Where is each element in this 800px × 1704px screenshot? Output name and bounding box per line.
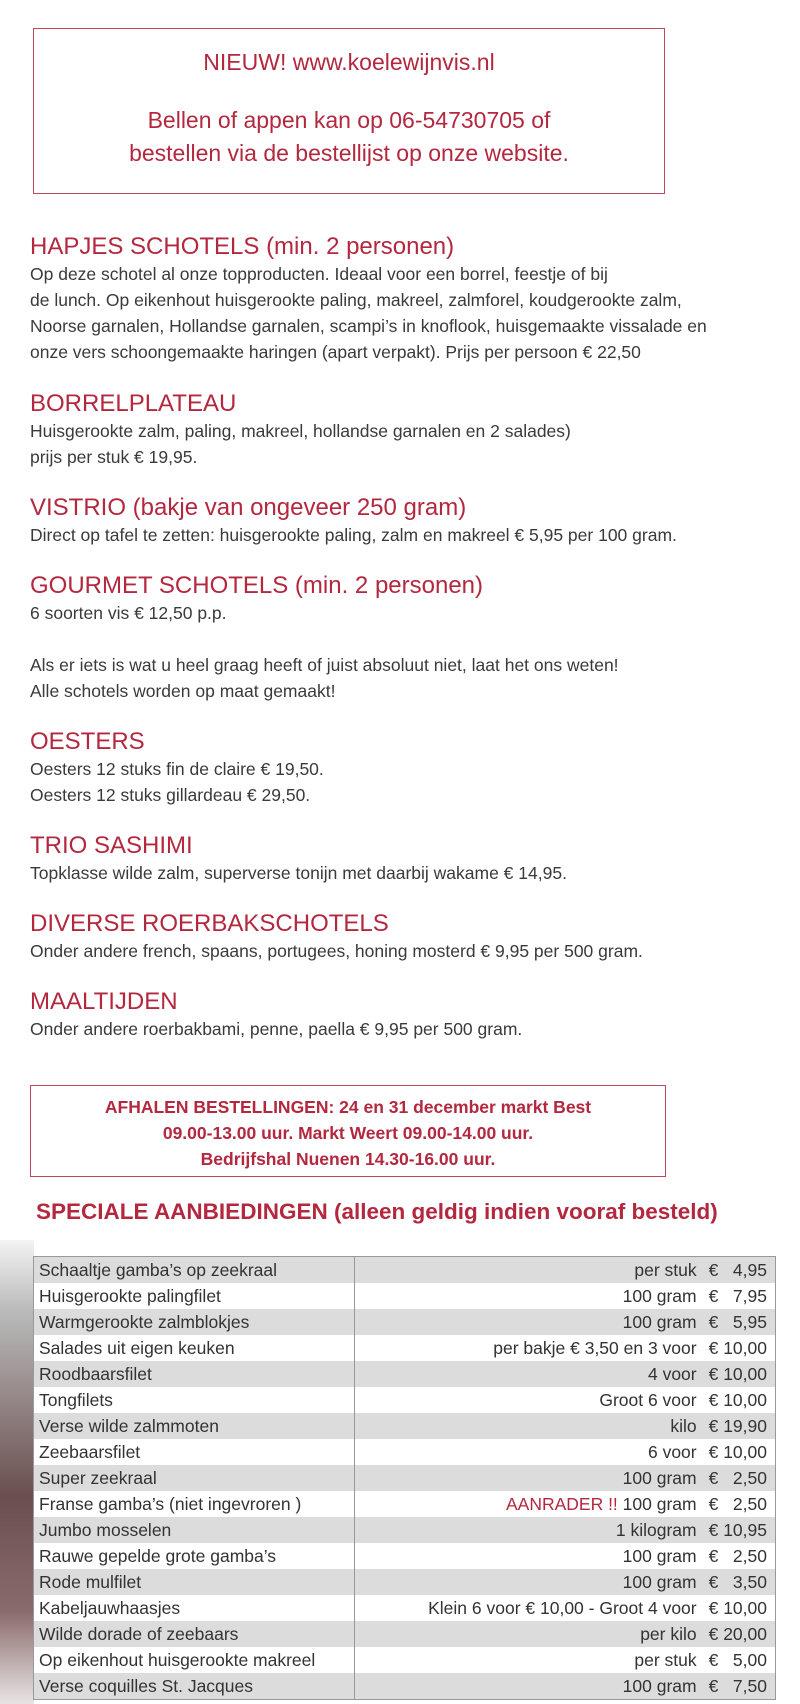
table-row (34, 1517, 776, 1543)
offer-name: Franse gamba’s (niet ingevroren ) (34, 1491, 355, 1517)
table-row (34, 1673, 776, 1700)
section-line: Oesters 12 stuks gillardeau € 29,50. (30, 785, 311, 805)
section-hapjes-schotels (30, 233, 770, 365)
table-row (34, 1283, 776, 1309)
offer-price: € 10,00 (708, 1337, 767, 1358)
offer-price-cell (355, 1517, 776, 1543)
offer-price: € 2,50 (708, 1493, 767, 1514)
offer-price-cell (355, 1413, 776, 1439)
offer-price: € 10,00 (708, 1597, 767, 1618)
offer-price: € 10,00 (708, 1441, 767, 1462)
offer-name: Schaaltje gamba’s op zeekraal (34, 1257, 355, 1284)
table-row (34, 1621, 776, 1647)
offer-price-cell (355, 1283, 776, 1309)
table-row (34, 1335, 776, 1361)
pickup-line: AFHALEN BESTELLINGEN: 24 en 31 december markt Best (104, 1097, 592, 1117)
table-row (34, 1387, 776, 1413)
offer-unit: Klein 6 voor € 10,00 - Groot 4 voor (428, 1597, 697, 1618)
section-line: prijs per stuk € 19,95. (30, 447, 198, 467)
offer-price-cell (355, 1569, 776, 1595)
offer-unit: 100 gram (622, 1571, 697, 1592)
section-title: OESTERS (30, 728, 145, 755)
offer-price-cell (355, 1465, 776, 1491)
offer-price: € 20,00 (708, 1623, 767, 1644)
offer-price: € 10,00 (708, 1389, 767, 1410)
offer-unit: per kilo (640, 1623, 697, 1644)
offer-price: € 7,95 (708, 1285, 767, 1306)
section-gourmet-schotels (30, 572, 770, 704)
section-borrelplateau (30, 390, 770, 470)
table-row (34, 1569, 776, 1595)
section-line: Noorse garnalen, Hollandse garnalen, scampi’s in knoflook, huisgemaakte vissalade en (30, 316, 707, 336)
offer-unit: 100 gram (622, 1493, 697, 1514)
offer-price-cell (355, 1543, 776, 1569)
offer-name: Verse coquilles St. Jacques (34, 1673, 355, 1700)
offer-name: Roodbaarsfilet (34, 1361, 355, 1387)
section-title: VISTRIO (bakje van ongeveer 250 gram) (30, 494, 467, 521)
section-maaltijden (30, 988, 770, 1042)
section-line: Oesters 12 stuks fin de claire € 19,50. (30, 759, 324, 779)
offer-price-cell (355, 1621, 776, 1647)
offer-unit: kilo (670, 1415, 697, 1436)
offer-price-cell (355, 1387, 776, 1413)
offer-price: € 5,00 (708, 1649, 767, 1670)
decorative-photo-strip (0, 1240, 34, 1704)
contact-box (33, 28, 665, 194)
table-row (34, 1309, 776, 1335)
table-row (34, 1257, 776, 1284)
section-line (30, 626, 770, 652)
section-line: Topklasse wilde zalm, superverse tonijn met daarbij wakame € 14,95. (30, 863, 567, 883)
offer-price: € 10,00 (708, 1363, 767, 1384)
table-row (34, 1491, 776, 1517)
offer-unit: 100 gram (622, 1545, 697, 1566)
table-row (34, 1413, 776, 1439)
section-line: 6 soorten vis € 12,50 p.p. (30, 603, 227, 623)
offer-name: Rauwe gepelde grote gamba’s (34, 1543, 355, 1569)
section-line: Alle schotels worden op maat gemaakt! (30, 681, 336, 701)
offer-name: Rode mulfilet (34, 1569, 355, 1595)
contact-text (34, 104, 664, 170)
section-title: HAPJES SCHOTELS (min. 2 personen) (30, 233, 455, 260)
table-row (34, 1595, 776, 1621)
table-row (34, 1647, 776, 1673)
section-roerbakschotels (30, 910, 770, 964)
offer-unit: 1 kilogram (615, 1519, 697, 1540)
offer-name: Verse wilde zalmmoten (34, 1413, 355, 1439)
section-title: BORRELPLATEAU (30, 390, 237, 417)
offer-price-cell (355, 1595, 776, 1621)
offers-table (33, 1256, 776, 1700)
website-link[interactable]: NIEUW! www.koelewijnvis.nl (203, 49, 495, 75)
offer-price-cell (355, 1439, 776, 1465)
offer-unit: per bakje € 3,50 en 3 voor (493, 1337, 697, 1358)
section-oesters (30, 728, 770, 808)
section-title: GOURMET SCHOTELS (min. 2 personen) (30, 572, 484, 599)
table-row (34, 1465, 776, 1491)
offer-name: Op eikenhout huisgerookte makreel (34, 1647, 355, 1673)
offer-price: € 5,95 (708, 1311, 767, 1332)
offer-name: Kabeljauwhaasjes (34, 1595, 355, 1621)
offer-price-cell (355, 1335, 776, 1361)
offer-price-cell (355, 1647, 776, 1673)
section-title: DIVERSE ROERBAKSCHOTELS (30, 910, 389, 937)
section-line: onze vers schoongemaakte haringen (apart verpakt). Prijs per persoon € 22,50 (30, 342, 641, 362)
section-line: Direct op tafel te zetten: huisgerookte paling, zalm en makreel € 5,95 per 100 gram. (30, 525, 677, 545)
contact-line: bestellen via de bestellijst op onze website. (129, 140, 569, 166)
offer-unit: Groot 6 voor (599, 1389, 697, 1410)
offer-price: € 4,95 (708, 1259, 767, 1280)
offer-price: € 19,90 (708, 1415, 767, 1436)
offer-price: € 2,50 (708, 1545, 767, 1566)
section-trio-sashimi (30, 832, 770, 886)
offer-name: Warmgerookte zalmblokjes (34, 1309, 355, 1335)
offer-name: Jumbo mosselen (34, 1517, 355, 1543)
section-title: TRIO SASHIMI (30, 832, 193, 859)
contact-line: Bellen of appen kan op 06-54730705 of (147, 107, 551, 133)
offer-name: Tongfilets (34, 1387, 355, 1413)
table-row (34, 1439, 776, 1465)
offer-price-cell (355, 1673, 776, 1700)
offer-unit: 6 voor (647, 1441, 697, 1462)
offer-unit: 100 gram (622, 1467, 697, 1488)
offer-unit: 100 gram (622, 1675, 697, 1696)
section-line: Als er iets is wat u heel graag heeft of juist absoluut niet, laat het ons weten! (30, 655, 619, 675)
offer-unit: 100 gram (622, 1311, 697, 1332)
section-line: Huisgerookte zalm, paling, makreel, hollandse garnalen en 2 salades) (30, 421, 571, 441)
offer-unit: 4 voor (647, 1363, 697, 1384)
offer-price-cell (355, 1491, 776, 1517)
section-line: Onder andere french, spaans, portugees, honing mosterd € 9,95 per 500 gram. (30, 941, 643, 961)
offer-name: Zeebaarsfilet (34, 1439, 355, 1465)
section-vistrio (30, 494, 770, 548)
pickup-box (30, 1085, 666, 1177)
offer-price: € 10,95 (708, 1519, 767, 1540)
table-row (34, 1361, 776, 1387)
table-row (34, 1543, 776, 1569)
offer-name: Super zeekraal (34, 1465, 355, 1491)
pickup-line: 09.00-13.00 uur. Markt Weert 09.00-14.00 uur. (162, 1123, 534, 1143)
offer-unit: per stuk (634, 1649, 697, 1670)
offer-price-cell (355, 1309, 776, 1335)
offers-title: SPECIALE AANBIEDINGEN (alleen geldig indien vooraf besteld) (36, 1199, 718, 1224)
section-title: MAALTIJDEN (30, 988, 178, 1015)
offer-unit: per stuk (634, 1259, 697, 1280)
offer-name: Huisgerookte palingfilet (34, 1283, 355, 1309)
offer-price: € 3,50 (708, 1571, 767, 1592)
offer-price: € 7,50 (708, 1675, 767, 1696)
section-line: de lunch. Op eikenhout huisgerookte paling, makreel, zalmforel, koudgerookte zalm, (30, 290, 682, 310)
offer-name: Wilde dorade of zeebaars (34, 1621, 355, 1647)
offer-note: AANRADER !! (505, 1493, 618, 1514)
offer-unit: 100 gram (622, 1285, 697, 1306)
offer-price-cell (355, 1361, 776, 1387)
section-line: Op deze schotel al onze topproducten. Ideaal voor een borrel, feestje of bij (30, 264, 608, 284)
offer-price: € 2,50 (708, 1467, 767, 1488)
pickup-line: Bedrijfshal Nuenen 14.30-16.00 uur. (200, 1149, 496, 1169)
offer-name: Salades uit eigen keuken (34, 1335, 355, 1361)
offer-price-cell (355, 1257, 776, 1284)
section-line: Onder andere roerbakbami, penne, paella € 9,95 per 500 gram. (30, 1019, 523, 1039)
